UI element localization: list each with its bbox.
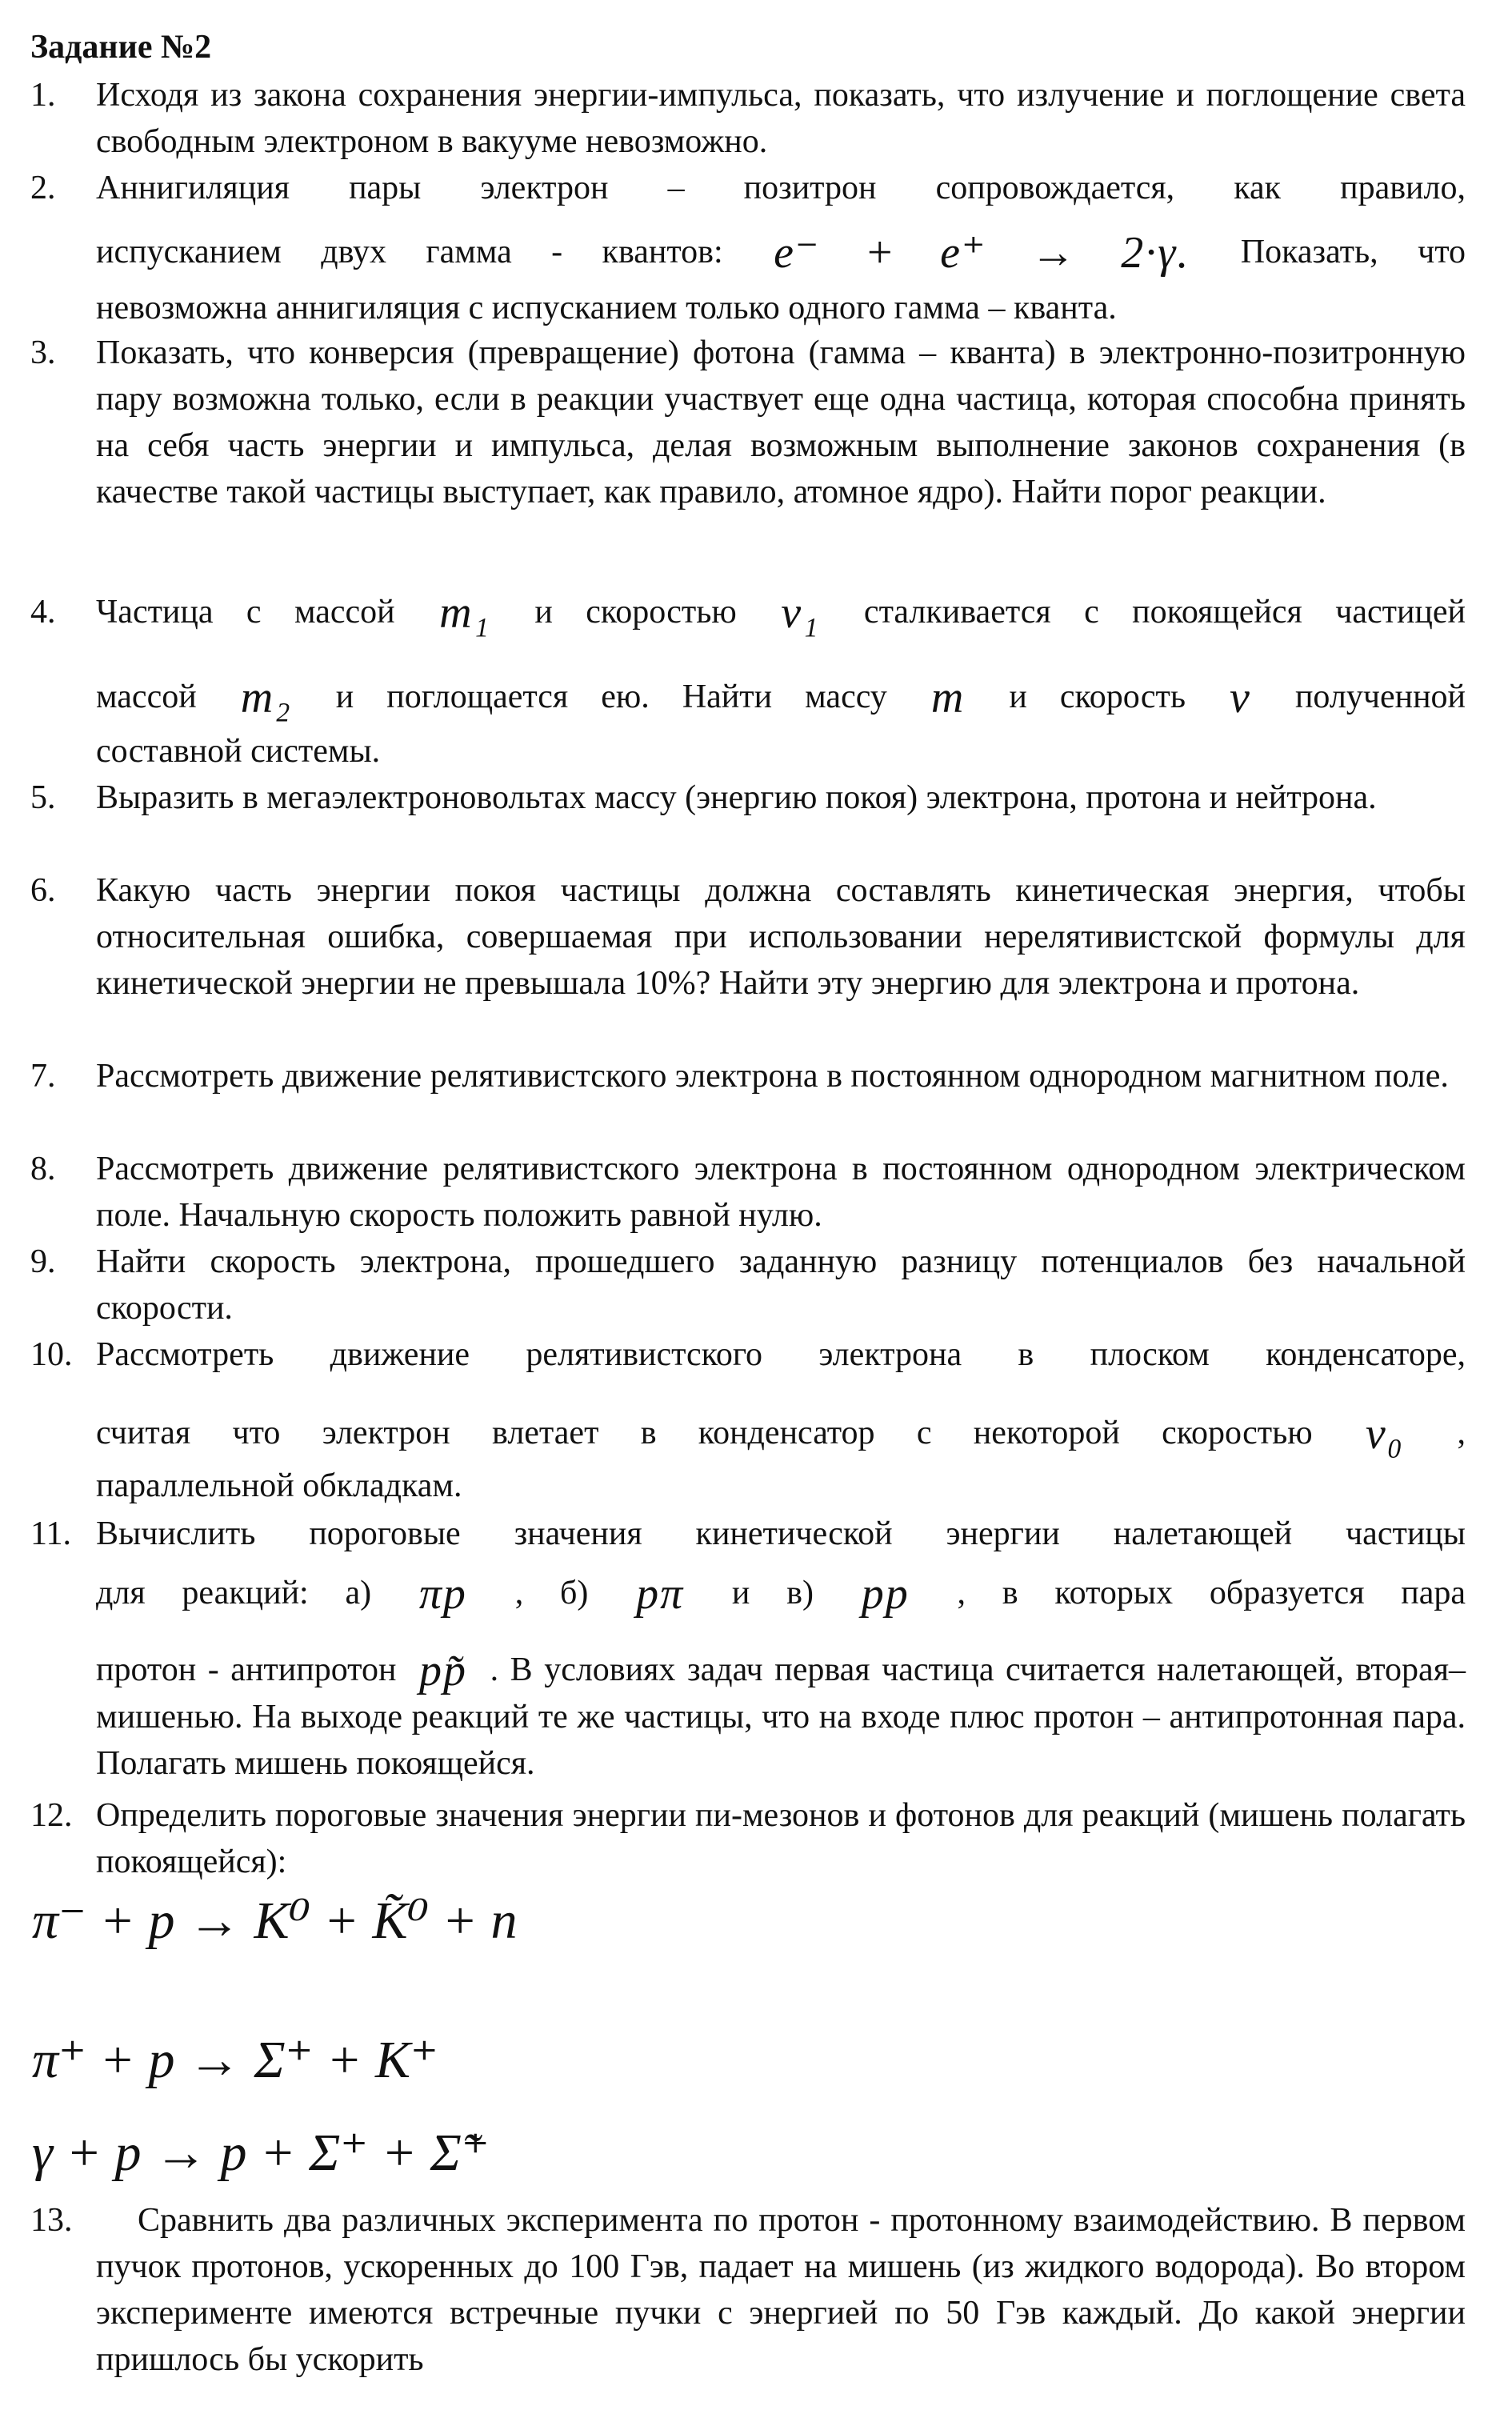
annihilation-formula: e⁻ + e⁺ → 2·γ. (774, 228, 1190, 278)
problem-number: 2. (30, 170, 56, 206)
problem-13-text: Сравнить два различных эксперимента по протон - протонному взаимодействию. В первом пучок протонов, ускоренных до 100 Гэв, падает на мишень (из жидкого водорода). Во втором эксперименте имеются встречные пучки с энергией по 50 Гэв каждый. До какой энергии пришлось бы ускорить (96, 2202, 1466, 2378)
problem-number: 5. (30, 779, 56, 816)
problem-11-text: протон - антипротон (96, 1651, 397, 1688)
problem-1-text: Исходя из закона сохранения энергии-импульса, показать, что излучение и поглощение света свободным электроном в вакууме невозможно. (96, 77, 1466, 160)
velocity-v1: v₁ (781, 588, 820, 638)
problem-number: 11. (30, 1515, 71, 1552)
problem-number: 13. (30, 2202, 73, 2239)
problem-4-text: и скоростью (534, 594, 737, 631)
problem-4-text: и скорость (1009, 679, 1186, 715)
problem-10-line-3: параллельной обкладкам. (96, 1467, 462, 1504)
problem-number: 12. (30, 1797, 73, 1834)
problem-12-text: Определить пороговые значения энергии пи-мезонов и фотонов для реакций (мишень полагать покоящейся): (96, 1797, 1466, 1880)
mass-m1: m₁ (439, 588, 490, 638)
problem-number: 9. (30, 1243, 56, 1280)
proton-antiproton-pair: pp̃ (419, 1646, 468, 1695)
reaction-equation-1: π⁻ + p → K⁰ + K̃⁰ + n (32, 1892, 518, 1950)
problem-11-text: для реакций: а) (96, 1575, 372, 1611)
problem-11-text: , б) (514, 1575, 589, 1611)
problem-7-text: Рассмотреть движение релятивистского электрона в постоянном однородном магнитном поле. (96, 1058, 1449, 1095)
problem-5-text: Выразить в мегаэлектроновольтах массу (энергию покоя) электрона, протона и нейтрона. (96, 779, 1377, 816)
problem-11-text: , в которых образуется пара (957, 1575, 1466, 1611)
mass-m2: m₂ (240, 673, 292, 723)
problem-4-text: Частица с массой (96, 594, 395, 631)
problem-number: 3. (30, 334, 56, 371)
problem-4-text: и поглощается ею. Найти массу (335, 679, 887, 715)
problem-8-text: Рассмотреть движение релятивистского электрона в постоянном однородном электрическом поле. Начальную скорость положить равной нулю. (96, 1151, 1466, 1234)
problem-10-text: , (1457, 1415, 1466, 1451)
problem-number: 7. (30, 1058, 56, 1095)
problem-number: 6. (30, 872, 56, 909)
problem-2-text: Показать, что (1240, 234, 1466, 270)
reaction-p-p: pp (861, 1569, 910, 1619)
problem-number: 8. (30, 1151, 56, 1187)
problem-6-text: Какую часть энергии покоя частицы должна составлять кинетическая энергия, чтобы относительная ошибка, совершаемая при использовании нерелятивистской формулы для кинетической энергии не превышала 10%? Найти эту энергию для электрона и протона. (96, 872, 1466, 1002)
reaction-equation-3: γ + p → p + Σ⁺ + Σ̃⁺ (32, 2124, 490, 2182)
problem-number: 10. (30, 1336, 73, 1373)
reaction-equation-2: π⁺ + p → Σ⁺ + K⁺ (32, 2031, 438, 2089)
mass-m: m (930, 673, 966, 723)
problem-4-text: полученной (1294, 679, 1466, 715)
problem-9-text: Найти скорость электрона, прошедшего заданную разницу потенциалов без начальной скорости. (96, 1243, 1466, 1327)
problem-10-text: считая что электрон влетает в конденсатор с некоторой скоростью (96, 1415, 1313, 1451)
problem-2-line-1: Аннигиляция пары электрон – позитрон сопровождается, как правило, (96, 170, 1466, 206)
problem-11-line-1: Вычислить пороговые значения кинетической энергии налетающей частицы (96, 1515, 1466, 1552)
velocity-v: v (1230, 673, 1251, 723)
problem-4-text: сталкивается с покоящейся частицей (863, 594, 1466, 631)
problem-11-text: и в) (731, 1575, 814, 1611)
problem-number: 4. (30, 594, 56, 631)
problem-10-line-1: Рассмотреть движение релятивистского электрона в плоском конденсаторе, (96, 1336, 1466, 1373)
problem-11-text: . В условиях задач первая частица считается налетающей, вторая– мишенью. На выходе реакций те же частицы, что на входе плюс протон – антипротонная пара. Полагать мишень покоящейся. (96, 1651, 1466, 1782)
problem-4-line-2 (96, 674, 1466, 721)
problem-11-line-2 (96, 1570, 1466, 1617)
problem-4-line-1 (96, 589, 1466, 636)
problem-4-line-3: составной системы. (96, 733, 381, 770)
problem-4-text: массой (96, 679, 197, 715)
problem-10-line-2 (96, 1410, 1466, 1457)
reaction-pi-p: πp (418, 1569, 467, 1619)
problem-2-text: испусканием двух гамма - квантов: (96, 234, 723, 270)
velocity-v0: v₀ (1365, 1409, 1405, 1459)
problem-11-line-3 (96, 1647, 1466, 1787)
problem-3-text: Показать, что конверсия (превращение) фотона (гамма – кванта) в электронно-позитронную пару возможна только, если в реакции участвует еще одна частица, которая способна принять на себя часть энергии и импульса, делая возможным выполнение законов сохранения (в качестве такой частицы выступает, как правило, атомное ядро). Найти порог реакции. (96, 334, 1466, 510)
reaction-p-pi: pπ (636, 1569, 685, 1619)
task-heading: Задание №2 (30, 29, 212, 66)
problem-2-line-2 (96, 229, 1466, 276)
problem-2-line-3: невозможна аннигиляция с испусканием только одного гамма – кванта. (96, 290, 1117, 326)
problem-number: 1. (30, 77, 56, 114)
